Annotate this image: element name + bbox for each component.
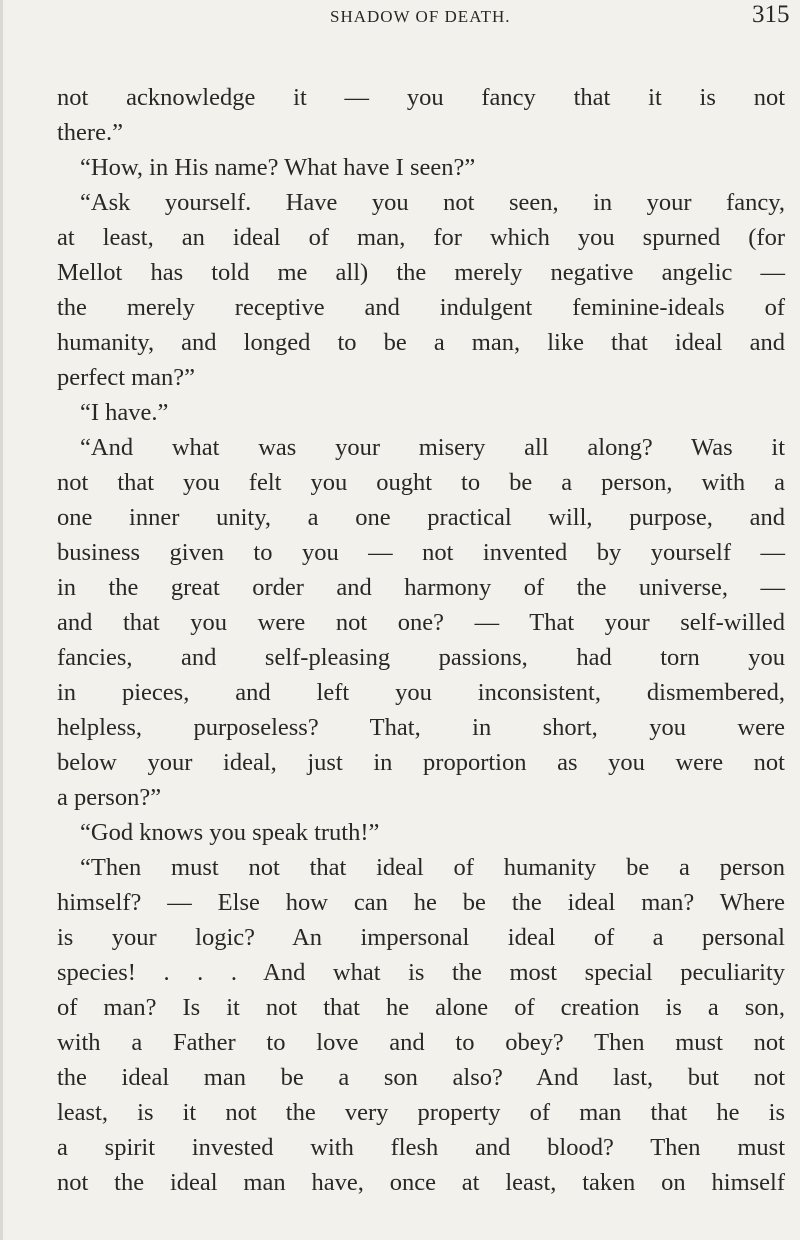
text-line: humanity, and longed to be a man, like that ideal and	[57, 329, 785, 356]
text-line: helpless, purposeless? That, in short, you were	[57, 714, 785, 741]
text-line: “How, in His name? What have I seen?”	[80, 154, 476, 181]
running-title: SHADOW OF DEATH.	[330, 7, 511, 26]
text-line: not acknowledge it — you fancy that it is not	[57, 84, 785, 111]
text-line: “Then must not that ideal of humanity be a person	[80, 854, 785, 881]
text-line: with a Father to love and to obey? Then must not	[57, 1029, 785, 1056]
text-line: the merely receptive and indulgent feminine-ideals of	[57, 294, 785, 321]
text-line: at least, an ideal of man, for which you spurned (for	[57, 224, 785, 251]
text-line: in pieces, and left you inconsistent, dismembered,	[57, 679, 785, 706]
text-line: not that you felt you ought to be a person, with a	[57, 469, 785, 496]
text-line: in the great order and harmony of the universe, —	[57, 574, 785, 601]
page-edge	[0, 0, 3, 1240]
text-line: there.”	[57, 119, 123, 146]
text-line: one inner unity, a one practical will, purpose, and	[57, 504, 785, 531]
text-line: least, is it not the very property of man that he is	[57, 1099, 785, 1126]
text-line: “God knows you speak truth!”	[80, 819, 380, 846]
text-line: is your logic? An impersonal ideal of a personal	[57, 924, 785, 951]
text-line: a person?”	[57, 784, 162, 811]
text-line: and that you were not one? — That your self-willed	[57, 609, 785, 636]
text-line: the ideal man be a son also? And last, but not	[57, 1064, 785, 1091]
text-line: “And what was your misery all along? Was it	[80, 434, 785, 461]
text-line: himself? — Else how can he be the ideal man? Where	[57, 889, 785, 916]
page-header	[0, 1, 800, 31]
text-line: Mellot has told me all) the merely negative angelic —	[57, 259, 785, 286]
text-line: a spirit invested with flesh and blood? Then must	[57, 1134, 785, 1161]
text-line: “I have.”	[80, 399, 169, 426]
text-line: business given to you — not invented by yourself —	[57, 539, 785, 566]
text-line: below your ideal, just in proportion as you were not	[57, 749, 785, 776]
text-line: fancies, and self-pleasing passions, had torn you	[57, 644, 785, 671]
body-text	[57, 80, 785, 1200]
text-line: “Ask yourself. Have you not seen, in your fancy,	[80, 189, 785, 216]
page-number: 315	[752, 1, 790, 28]
text-line: species! . . . And what is the most special peculiarity	[57, 959, 785, 986]
text-line: of man? Is it not that he alone of creation is a son,	[57, 994, 785, 1021]
text-line: perfect man?”	[57, 364, 196, 391]
text-line: not the ideal man have, once at least, taken on himself	[57, 1169, 785, 1196]
